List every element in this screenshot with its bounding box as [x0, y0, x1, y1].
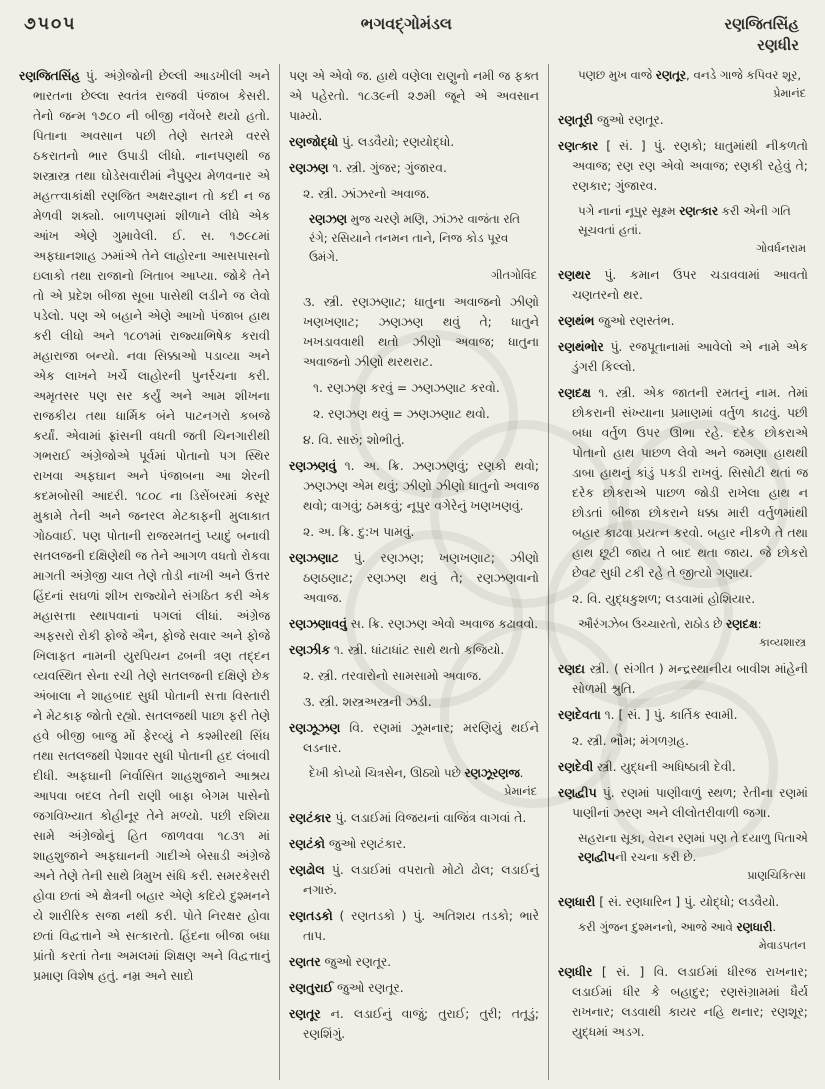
- sense-item: ૩. સ્ત્રી. શસ્ત્રઅસ્ત્રની ઝડી.: [302, 695, 432, 709]
- headword: રણદા: [557, 662, 585, 676]
- headword: રણત્કાર: [557, 139, 599, 153]
- dict-entry: રણઝણાવવું સ. ક્રિ. રણઝણ એવો અવાજ કઢાવવો.: [288, 617, 539, 631]
- quote-attribution: પ્રેમાનંદ: [773, 87, 806, 100]
- headword: રણજિતસિંહ: [19, 69, 81, 83]
- quote-line: રણઝણ મુજ ચરણે મણિ, ઝાંઝર વાજંતા રતિ રંગે; રસિયાને તનમન તાને, નિજ કોડ પૂરવ ઉમંગે.: [308, 212, 520, 264]
- dict-entry: રણધારી [ સં. રણધારિન ] પું. યોદ્ધો; લડવૈયો.: [557, 895, 780, 909]
- quote-attribution: પ્રેમાનંદ: [504, 785, 537, 798]
- text-columns: [10, 64, 817, 1080]
- column-3: [548, 64, 817, 1080]
- headword: રણઝીક: [288, 643, 330, 657]
- quote-line: પગે નાનાં નૂપુર સૂક્ષ્મ રણત્કાર કરી એની ગતિ સૂચવતાં હતાં.: [577, 204, 791, 237]
- book-title: ભગવદ્ગોમંડલ: [360, 14, 453, 33]
- dict-entry: રણથંભોર પું. રજપૂતાનામાં આવેલો એ નામે એક ડુંગરી કિલ્લો.: [557, 340, 808, 374]
- dict-entry: રણદા સ્ત્રી. ( સંગીત ) મન્દ્રસ્થાનીય બાવીશ માંહેની સોળમી શ્રુતિ.: [557, 662, 808, 696]
- dict-entry: રણઝણાટ પું. રણઝણ; ખણખણાટ; ઝીણો ઠણઠણાટ; રણઝણ થવું તે; રણઝણવાનો અવાજ.: [288, 551, 539, 605]
- headword: રણદક્ષ: [726, 617, 758, 631]
- dict-entry: રણત્કાર [ સં. ] પું. રણકો; ધાતુમાંથી નીકળતો અવાજ; રણ રણ એવો અવાજ; રણકી રહેવું તે; રણકાર; ગુંજારવ.: [557, 139, 808, 193]
- quote-line: દેખી કોપ્યો ચિત્રસેન, ઊઠ્યો પછે રણઝૂરણજ.: [308, 766, 524, 780]
- headword: રણદ્વીપ: [557, 786, 597, 800]
- headword: રણથંભોર: [557, 340, 604, 354]
- column-2: [279, 64, 548, 1080]
- headword: રણત્કાર: [679, 204, 718, 218]
- headword: રણધીર: [557, 965, 593, 979]
- dict-entry: રણતુરાઈ જુઓ રણતૂર.: [288, 981, 404, 995]
- headword: રણથંભ: [557, 314, 595, 328]
- headword: રણતૂર: [288, 1007, 321, 1021]
- headword: રણતુરાઈ: [288, 981, 334, 995]
- page-header: [0, 0, 825, 58]
- dict-entry: રણદેવતા ૧. [ સં. ] પું. કાર્તિક સ્વામી.: [557, 708, 738, 722]
- headword: રણદેવતા: [557, 708, 601, 722]
- headword: રણતૂરી: [557, 113, 594, 127]
- headword: રણટંકો: [288, 837, 325, 851]
- sense-item: ૨. અ. ક્રિ. દુ:ખ પામવું.: [302, 525, 415, 539]
- dict-entry: રણતર જુઓ રણતૂર.: [288, 955, 392, 969]
- headword: રણઝણ: [308, 212, 347, 226]
- dict-entry: રણઝીક ૧. સ્ત્રી. ધાંટાધાંટ સાથે થતો કજિયો.: [288, 643, 505, 657]
- headword: રણટંકાર: [288, 811, 332, 825]
- quote-line: સહરાના સૂકા, વેરાન રણમાં પણ તે દયાળુ પિતાએ રણદ્વીપની રચના કરી છે.: [577, 831, 808, 864]
- headword: રણઝૂઝણ: [288, 721, 341, 735]
- dict-entry: રણજિતસિંહ પું. અંગ્રેજોની છેલ્લી આડખીલી અને ભારતના છેલ્લા સ્વતંત્ર રાજવી પંજાબ કેસરી. તેનો જન્મ ૧૭૮૦ ની બીજી નવેંબરે થયો હતો. પિતાના અવસાન પછી તેણે સતરમે વરસે ઠકરાતનો ભાર ઉપાડી લીધો. નાનપણથી જ શસ્ત્રાસ્ત્ર તથા ઘોડેસવારીમાં નૈપુણ્ય મેળવનાર એ મહત્ત્વાકાંક્ષી રણજિત અક્ષરજ્ઞાન તો કદી ન જ મેળવી શક્યો. બાળપણમાં શીળાને લીધે એક આંખ એણે ગુમાવેલી. ઈ. સ. ૧૭૯૮માં અફઘાનશાહ ઝમાંએ તેને લાહોરના આસપાસનો ઇલાકો તથા રાજાનો ખિતાબ આપ્યા. જોકે તેને તો એ પ્રદેશ બીજા સૂબા પાસેથી લડીને જ લેવો પડેલો. પણ એ બહાને એણે આખો પંજાબ હાથ કરી લીધો અને ૧૮૦૧માં રાજ્યાભિષેક કરાવી મહારાજા બન્યો. નવા સિક્કાઓ પડાવ્યા અને એક લાખને ખર્ચે લાહોરની પુનર્રચના કરી. અમૃતસર પણ સર કર્યું અને આમ શીખના રાજકીય તથા ધાર્મિક બંને પાટનગરો કબજે કર્યાં. એવામાં ફ્રાંસની વધતી જતી ચિનગારીથી ગભરાઈ અંગ્રેજોએ પૂર્વમાં પોતાનો પગ સ્થિર રાખવા અફઘાન અને પંજાબના આ શેરની કદમબોસી આદરી. ૧૮૦૮ ના ડિસેંબરમાં કસૂર મુકામે તેની અને જનરલ મેટકાફની મુલાકાત ગોઠવાઈ. પણ પોતાની રાજરમતનું પ્યાદું બનાવી સતલજની દક્ષિણેથી જ તેને આગળ વધતો રોકવા માગતી અંગ્રેજી ચાલ તેણે તોડી નાખી અને ઉત્તર હિંદનાં સઘળાં શીખ રાજ્યોને સંગઠિત કરી એક મહાસત્તા સ્થાપવાનાં પગલાં લીધાં. અંગ્રેજ અફસરો રોકી ફોજે ઐન, ફોજે સવાર અને ફોજે ખિલાફત નામની યુરપિયન ઢબની ત્રણ તદ્દન વ્યવસ્થિત સેના રચી તેણે સતલજની દક્ષિણે છેક અંબાલા ને શાહબાદ સુધી પોતાની સત્તા વિસ્તારી ને મેટકાફ જોતો રહ્યો. સતલજથી પાછા ફરી તેણે હવે બીજી બાજુ મોં ફેરવ્યું ને કશ્મીરથી સિંધ તથા સતલજથી પેશાવર સુધી પોતાની હદ લંબાવી દીધી. અફઘાની નિર્વાસિત શાહશુજાને આશ્રય આપવા બદલ તેની રાણી બાફા બેગમ પાસેનો જગવિખ્યાત કોહીનૂર તેને મળ્યો. પછી રશિયા સામે અંગ્રેજોનું હિત જાળવવા ૧૮૩૧ માં શાહશુજાને અફઘાનની ગાદીએ બેસાડી અંગ્રેજે અને તેણે તેની સાથે ત્રિમુખ સંધિ કરી. સમરકેસરી હોવા છતાં એ ક્ષેત્રની બહાર એણે કદિયે દુશ્મનને યે શારીરિક સજા નથી કરી. પોતે નિરક્ષર હોવા છતાં વિદ્વત્તાને એ સત્કારતો. હિંદના બીજા બધા પ્રાંતો કરતાં તેના અમલમાં શિક્ષણ અને વિદ્વત્તાનું પ્રમાણ વિશેષ હતું. નમ્ર અને સાદો: [19, 69, 270, 983]
- dict-entry: રણતડકો ( રણતડકો ) પું. અતિશય તડકો; ભારે તાપ.: [288, 909, 539, 943]
- continuation-paragraph: પણ એ એવો જ. હાથે વણેલા રાણુનો નમી જ ફક્ત એ પહેરતો. ૧૮૩૯ની ૨૭મી જૂને એ અવસાન પામ્યો.: [288, 69, 539, 123]
- quote-line: પણછ મુખ વાજે રણતૂર, વનડે ગાજે કપિવર શૂર,: [577, 68, 802, 82]
- sense-item: ૨. સ્ત્રી. ઝાંઝરનો અવાજ.: [302, 187, 430, 201]
- dict-entry: રણતૂર ન. લડાઈનું વાજું; તુરાઈ; તુરી; તતૂડું; રણશિંગું.: [288, 1007, 539, 1041]
- headword: રણથર: [557, 268, 591, 282]
- headword: રણતર: [288, 955, 321, 969]
- sense-item: ૩. સ્ત્રી. રણઝણાટ; ધાતુના અવાજનો ઝીણો ખણખણાટ; ઝણઝણ થવું તે; ધાતુને ખખડાવવાથી થતો ઝીણો અવાજ; ધાતુના અવાજનો ઝીણો થરથરાટ.: [302, 295, 539, 369]
- dict-entry: રણટંકાર પું. લડાઈમાં વિજયનાં વાજિંત્ર વાગવાં તે.: [288, 811, 527, 825]
- quote-attribution: ગીતગોવિંદ: [491, 269, 537, 282]
- idiom-line: ૨. રણઝણ થવું = ઝણઝણાટ થવો.: [312, 407, 490, 421]
- sense-item: ૨. વિ. યુદ્ધકુશળ; લડવામાં હોશિયાર.: [571, 592, 756, 606]
- guide-word-top: રણજિતસિંહ: [724, 15, 799, 33]
- headword: રણઝણાટ: [288, 551, 339, 565]
- guide-words: [724, 14, 799, 56]
- column-1: [10, 64, 279, 1080]
- headword: રણઝણવું: [288, 459, 337, 473]
- page-number: ૭૫૦૫: [24, 14, 77, 34]
- dict-entry: રણતૂરી જુઓ રણતૂર.: [557, 113, 664, 127]
- dict-entry: રણઝણવું ૧. અ. ક્રિ. ઝણઝણવું; રણકો થવો; ઝણઝણ એમ થવું; ઝીણો ઝીણો ધાતુનો અવાજ થવો; વાગવું; ઠમકવું; નૂપુર વગેરેનું ખણખણવું.: [288, 459, 539, 513]
- dict-entry: રણધીર [ સં. ] વિ. લડાઈમાં ધીરજ રાખનાર; લડાઈમાં ધીર કે બહાદુર; રણસંગ્રામમાં ધૈર્ય રાખનાર; લડવાથી કાયર નહિ થનાર; રણશૂર; યુદ્ધમાં અડગ.: [557, 965, 808, 1039]
- quote-line: ઔરંગઝેબ ઉચ્ચારતો, રાઠોડ છે રણદક્ષ:: [577, 617, 762, 631]
- headword: રણધારી: [557, 895, 596, 909]
- dict-entry: રણઢોલ પું. લડાઈમાં વપરાતો મોટો ઢોલ; લડાઈનું નગારું.: [288, 863, 539, 897]
- sense-item: ૪. વિ. સારું; શોભીતું.: [302, 433, 405, 447]
- guide-word-bottom: રણધીર: [757, 36, 799, 54]
- dict-entry: રણઝણ ૧. સ્ત્રી. ગુંજર; ગુંજારવ.: [288, 161, 447, 175]
- idiom-line: ૧. રણઝણ કરવું = ઝણઝણાટ કરવો.: [312, 381, 500, 395]
- headword: રણઢોલ: [288, 863, 325, 877]
- headword: રણજોદ્ધો: [288, 135, 339, 149]
- dict-entry: રણદ્વીપ પું. રણમાં પાણીવાળું સ્થળ; રેતીના રણમાં પાણીનાં ઝરણ અને લીલોતરીવાળી જગા.: [557, 786, 808, 820]
- dict-entry: રણજોદ્ધો પું. લડવૈયો; રણયોદ્ધો.: [288, 135, 455, 149]
- sense-item: ૨. સ્ત્રી. ભૌમ; મંગળગ્રહ.: [571, 734, 690, 748]
- quote-attribution: કાવ્યશાસ્ત્ર: [759, 636, 806, 649]
- headword: રણદક્ષ: [557, 386, 591, 400]
- dict-entry: રણથંભ જુઓ રણસ્તંભ.: [557, 314, 675, 328]
- headword: રણદેવી: [557, 760, 594, 774]
- quote-attribution: ગોવર્ધનરામ: [756, 242, 806, 255]
- quote-line: કરી ગુંજન દુશ્મનનો, આજે આવે રણધારી.: [577, 920, 777, 934]
- sense-item: ૨. સ્ત્રી. તરવારોનો સામસામો અવાજ.: [302, 669, 482, 683]
- dict-entry: રણદક્ષ ૧. સ્ત્રી. એક જાતની રમતનું નામ. તેમાં છોકરાની સંખ્યાના પ્રમાણમાં વર્તુળ કાઢવું. પછી બધા વર્તુળ ઉપર ઊભા રહે. દરેક છોકરાએ પોતાનો હાથ પાછળ લેવો અને જમણા હાથથી ડાબા હાથનું કાંડું પકડી રાખવું. સિસોટી થતાં જ દરેક છોકરાએ પાછળ જોડી રાખેલા હાથ ન છોડતાં બીજા છોકરાને ધક્કા મારી વર્તુળમાંથી બહાર કાઢવા પ્રયત્ન કરવો. બહાર નીકળે તે તથા હાથ છૂટી જાય તે બાદ થતા જાય. જે છોકરો છેવટ સુધી ટકી રહે તે જીત્યો ગણાય.: [557, 386, 808, 580]
- dict-entry: રણઝૂઝણ વિ. રણમાં ઝૂમનાર; મરણિયું થઈને લડનાર.: [288, 721, 539, 755]
- dict-entry: રણટંકો જુઓ રણટંકાર.: [288, 837, 407, 851]
- quote-attribution: મેવાડપતન: [758, 939, 806, 952]
- headword: રણતડકો: [288, 909, 333, 923]
- headword: રણદ્વીપ: [577, 850, 615, 864]
- quote-attribution: પ્રાણચિકિત્સા: [747, 869, 806, 882]
- headword: રણઝણાવવું: [288, 617, 347, 631]
- headword: રણધારી: [736, 920, 773, 934]
- headword: રણતૂર: [655, 68, 687, 82]
- dict-entry: રણદેવી સ્ત્રી. યુદ્ધની અધિષ્ઠાત્રી દેવી.: [557, 760, 736, 774]
- dict-entry: રણથર પું. કમાન ઉપર ચડાવવામાં આવતો ચણતરનો થર.: [557, 268, 808, 302]
- headword: રણઝૂરણજ: [464, 766, 520, 780]
- headword: રણઝણ: [288, 161, 329, 175]
